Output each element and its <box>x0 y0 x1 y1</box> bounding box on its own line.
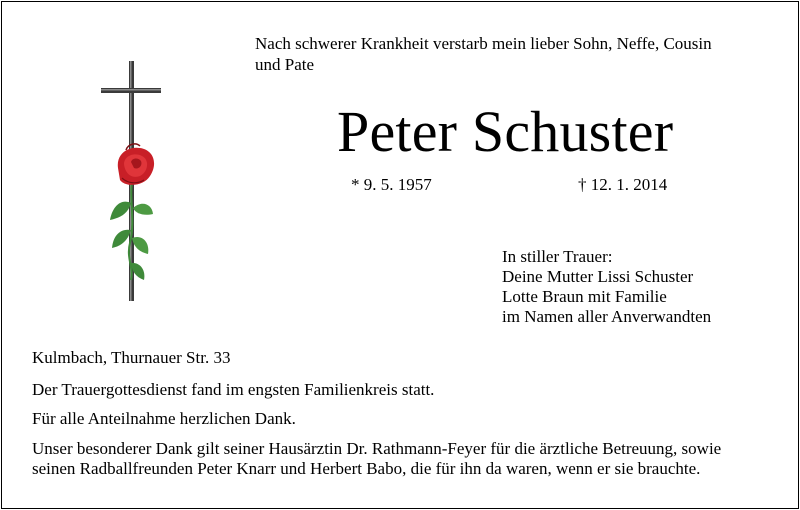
special-thanks-line: Unser besonderer Dank gilt seiner Hausärztin Dr. Rathmann-Feyer für die ärztliche Betreuung, sowie <box>32 439 722 458</box>
service-notice: Der Trauergottesdienst fand im engsten Familienkreis statt. <box>32 380 435 399</box>
mourners-line: Deine Mutter Lissi Schuster <box>502 267 694 286</box>
mourners-line: im Namen aller Anverwandten <box>502 307 712 326</box>
birth-date: * 9. 5. 1957 <box>351 175 432 194</box>
intro-line: und Pate <box>255 55 315 74</box>
mourners-line: Lotte Braun mit Familie <box>502 287 667 306</box>
death-date: † 12. 1. 2014 <box>578 175 668 194</box>
special-thanks <box>32 438 721 478</box>
mourners-line: In stiller Trauer: <box>502 247 613 266</box>
special-thanks-line: seinen Radballfreunden Peter Knarr und Herbert Babo, die für ihn da waren, wenn er sie brauchte. <box>32 459 701 478</box>
deceased-name: Peter Schuster <box>337 99 674 164</box>
obituary-notice <box>1 1 799 509</box>
address: Kulmbach, Thurnauer Str. 33 <box>32 348 231 367</box>
cross-with-rose-icon <box>98 58 166 304</box>
intro-text <box>255 33 712 75</box>
thanks-text: Für alle Anteilnahme herzlichen Dank. <box>32 409 296 428</box>
mourners-block <box>502 246 711 326</box>
intro-line: Nach schwerer Krankheit verstarb mein lieber Sohn, Neffe, Cousin <box>255 34 712 53</box>
